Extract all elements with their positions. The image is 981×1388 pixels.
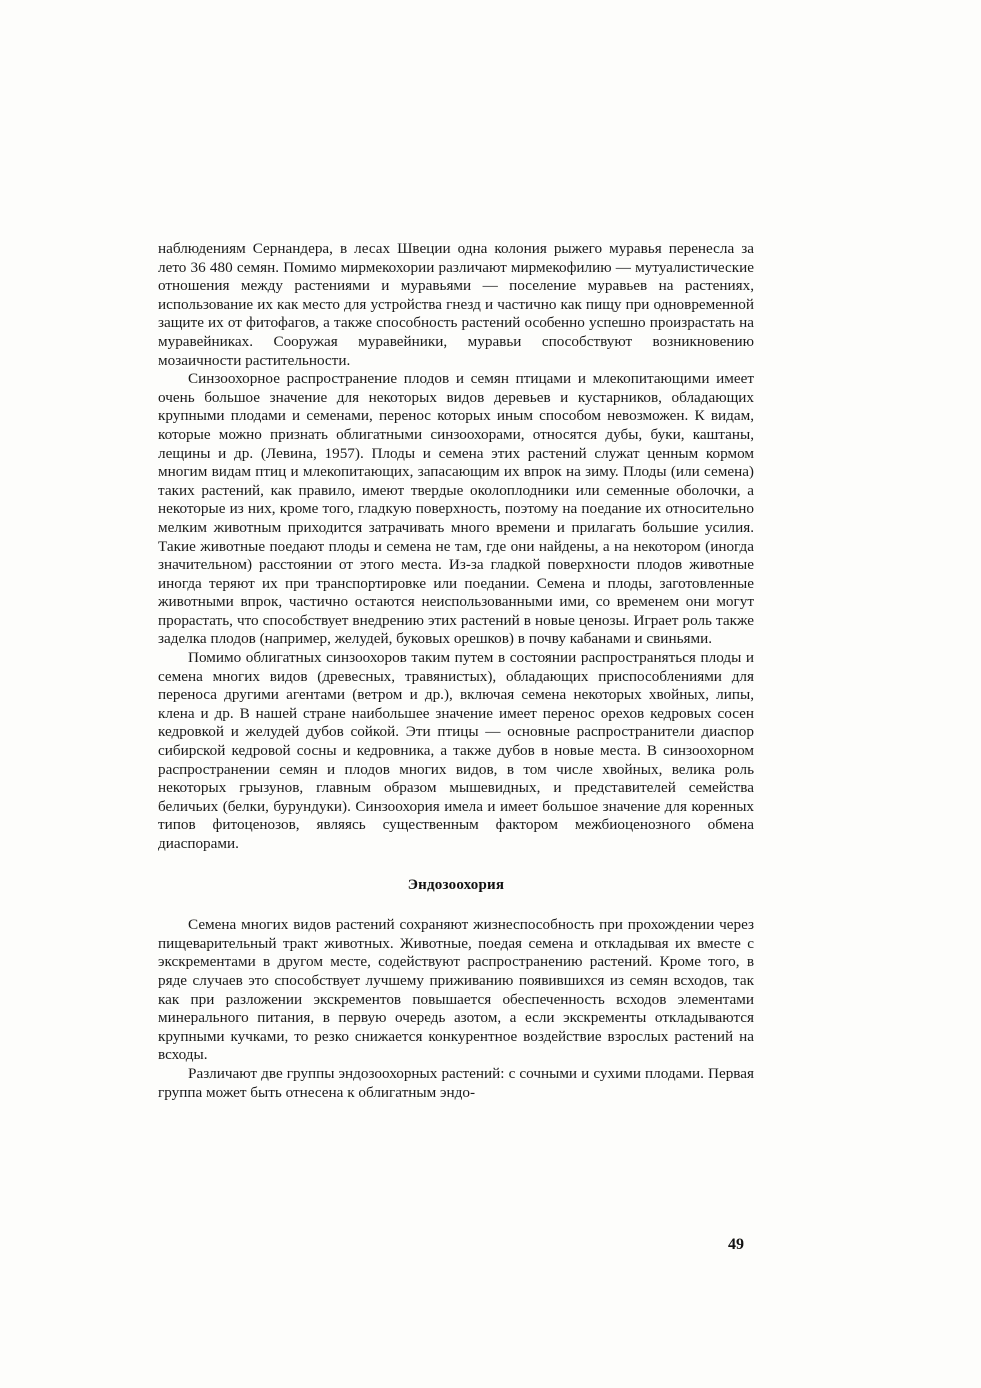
paragraph-synzoochory-other-species: Помимо облигатных синзоохоров таким путем в состоянии распространяться плоды и семена многих видов (древесных, травянистых), обладающих приспособлениями для переноса другими агентами (ветром и др.), включая семена некоторых хвойных, липы, клена и др. В нашей стране наибольшее значение имеет перенос орехов кедровых сосен кедровкой и желудей дубов сойкой. Эти птицы — основные распространители диаспор сибирской кедровой сосны и кедровника, а также дубов в новые места. В синзоохорном распространении семян и плодов многих видов, в том числе хвойных, велика роль некоторых грызунов, главным образом мышевидных, и представителей семейства беличьих (белки, бурундуки). Синзоохория имела и имеет большое значение для коренных типов фитоценозов, являясь существенным фактором межбиоценозного обмена диаспорами. xyxy=(158,649,754,852)
paragraph-endozoochory-groups: Различают две группы эндозоохорных растений: с сочными и сухими плодами. Первая группа может быть отнесена к облигатным эндо- xyxy=(158,1064,754,1101)
paragraph-myrmecochory-continued: наблюдениям Сернандера, в лесах Швеции одна колония рыжего муравья перенесла за лето 36 480 семян. Помимо мирмекохории различают мирмекофилию — мутуалистические отношения между растениями и муравьями — поселение муравьев на растениях, использование их как место для устройства гнезд и частично как пищу при одновременной защите их от фитофагов, а также способность растений особенно успешно произрастать на муравейниках. Сооружая муравейники, муравьи способствуют возникновению мозаичности растительности. xyxy=(158,240,754,369)
page-number: 49 xyxy=(728,1236,744,1253)
paragraph-synzoochory: Синзоохорное распространение плодов и семян птицами и млекопитающими имеет очень большое значение для некоторых видов деревьев и кустарников, обладающих крупными плодами и семенами, перенос которых иным способом невозможен. К видам, которые можно признать облигатными синзоохорами, относятся дубы, буки, каштаны, лещины и др. (Левина, 1957). Плоды и семена этих растений служат ценным кормом многим видам птиц и млекопитающих, запасающим их впрок на зиму. Плоды (или семена) таких растений, как правило, имеют твердые околоплодники или семенные оболочки, а некоторые из них, кроме того, гладкую поверхность, поэтому на поедание их относительно мелким животным приходится затрачивать много времени и прилагать большие усилия. Такие животные поедают плоды и семена не там, где они найдены, а на некотором (иногда значительном) расстоянии от этого места. Из-за гладкой поверхности плодов животные иногда теряют их при транспортировке или поедании. Семена и плоды, заготовленные животными впрок, частично остаются неиспользованными ими, со временем они могут прорастать, что способствует внедрению этих растений в новые ценозы. Играет роль также заделка плодов (например, желудей, буковых орешков) в почву кабанами и свиньями. xyxy=(158,370,754,648)
page-body xyxy=(158,240,754,1102)
section-heading: Эндозоохория xyxy=(407,876,505,893)
paragraph-endozoochory: Семена многих видов растений сохраняют жизнеспособность при прохождении через пищеварительный тракт животных. Животные, поедая семена и откладывая их вместе с экскрементами в другом месте, содействуют распространению растений. Кроме того, в ряде случаев это способствует лучшему приживанию появившихся из семян всходов, так как при разложении экскрементов повышается обеспеченность всходов элементами минерального питания, в первую очередь азотом, а если экскременты откладываются крупными кучками, то резко снижается конкурентное воздействие взрослых растений на всходы. xyxy=(158,916,754,1064)
